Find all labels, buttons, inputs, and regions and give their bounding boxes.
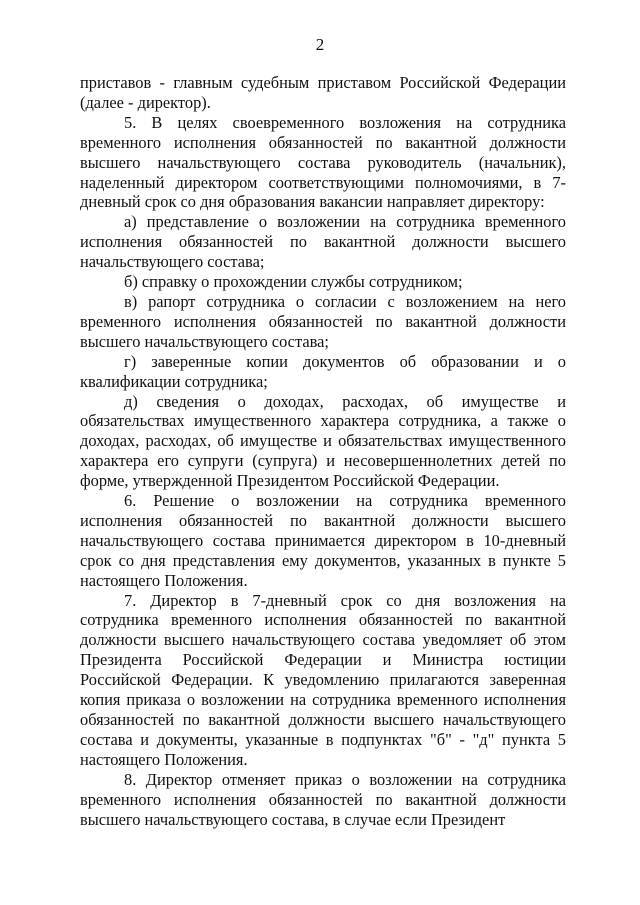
paragraph-6: 6. Решение о возложении на сотрудника временного исполнения обязанностей по вакантной должности высшего начальствующего состава принимается директором в 10-дневный срок со дня представления ему документов, указанных в пункте 5 настоящего Положения. [80,491,566,590]
paragraph-5v: в) рапорт сотрудника о согласии с возложением на него временного исполнения обязанностей по вакантной должности высшего начальствующего состава; [80,291,566,351]
paragraph-8: 8. Директор отменяет приказ о возложении на сотрудника временного исполнения обязанностей по вакантной должности высшего начальствующего состава, в случае если Президент [80,769,566,829]
paragraph-5b: б) справку о прохождении службы сотрудником; [124,272,463,292]
paragraph-5a: а) представление о возложении на сотрудника временного исполнения обязанностей по вакантной должности высшего начальствующего состава; [80,212,566,272]
paragraph-continuation: приставов - главным судебным приставом Российской Федерации (далее - директор). [80,73,566,112]
page-number: 2 [315,35,325,54]
paragraph-5g: г) заверенные копии документов об образовании и о квалификации сотрудника; [80,351,566,391]
paragraph-5d: д) сведения о доходах, расходах, об имуществе и обязательствах имущественного характера сотрудника, а также о доходах, расходах, об имуществе и обязательствах имущественного характера его супруги (супруга) и несовершеннолетних детей по форме, утвержденной Президентом Российской Федерации. [80,391,566,491]
paragraph-7: 7. Директор в 7-дневный срок со дня возложения на сотрудника временного исполнения обязанностей по вакантной должности высшего начальствующего состава уведомляет об этом Президента Российской Федерации и Министра юстиции Российской Федерации. К уведомлению прилагаются заверенная копия приказа о возложении на сотрудника временного исполнения обязанностей по вакантной должности высшего начальствующего состава и документы, указанные в подпунктах "б" - "д" пункта 5 настоящего Положения. [80,590,566,769]
document-body [80,73,566,829]
paragraph-5: 5. В целях своевременного возложения на сотрудника временного исполнения обязанностей по вакантной должности высшего начальствующего состава руководитель (начальник), наделенный директором соответствующими полномочиями, в 7-дневный срок со дня образования вакансии направляет директору: [80,112,566,212]
